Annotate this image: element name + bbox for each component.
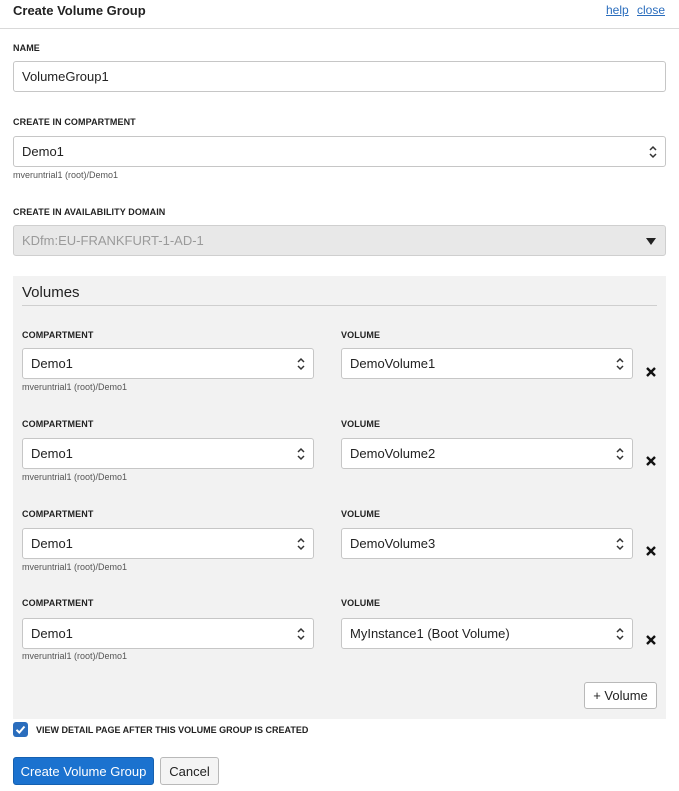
row-compartment-value: Demo1 <box>31 626 73 641</box>
remove-volume-icon[interactable] <box>645 366 657 378</box>
remove-volume-icon[interactable] <box>645 634 657 646</box>
row-compartment-value: Demo1 <box>31 356 73 371</box>
volumes-panel <box>13 276 666 719</box>
row-compartment-select[interactable] <box>22 438 314 469</box>
compartment-select[interactable] <box>13 136 666 167</box>
row-volume-value: DemoVolume3 <box>350 536 436 551</box>
chevron-up-down-icon <box>296 536 306 552</box>
row-compartment-path: mveruntrial1 (root)/Demo1 <box>22 651 128 661</box>
availability-domain-value: KDfm:EU-FRANKFURT-1-AD-1 <box>22 233 204 248</box>
remove-volume-icon[interactable] <box>645 455 657 467</box>
view-detail-label: VIEW DETAIL PAGE AFTER THIS VOLUME GROUP IS CREATED <box>36 725 309 735</box>
availability-domain-select <box>13 225 666 256</box>
chevron-up-down-icon <box>615 356 625 372</box>
row-volume-label: VOLUME <box>341 598 381 608</box>
dialog-title: Create Volume Group <box>13 3 146 18</box>
row-compartment-value: Demo1 <box>31 536 73 551</box>
row-compartment-select[interactable] <box>22 528 314 559</box>
view-detail-checkbox[interactable] <box>13 722 28 737</box>
compartment-label: CREATE IN COMPARTMENT <box>13 117 136 127</box>
row-compartment-path: mveruntrial1 (root)/Demo1 <box>22 382 128 392</box>
row-volume-select[interactable] <box>341 528 633 559</box>
chevron-up-down-icon <box>296 356 306 372</box>
row-volume-label: VOLUME <box>341 330 381 340</box>
volumes-title: Volumes <box>22 284 80 301</box>
chevron-up-down-icon <box>296 446 306 462</box>
row-compartment-label: COMPARTMENT <box>22 509 94 519</box>
row-compartment-label: COMPARTMENT <box>22 598 94 608</box>
compartment-path: mveruntrial1 (root)/Demo1 <box>13 170 119 180</box>
chevron-up-down-icon <box>615 626 625 642</box>
add-volume-button[interactable]: + Volume <box>584 682 657 709</box>
volumes-divider <box>22 305 657 306</box>
row-compartment-label: COMPARTMENT <box>22 330 94 340</box>
chevron-up-down-icon <box>615 446 625 462</box>
row-volume-select[interactable] <box>341 438 633 469</box>
dialog-header <box>0 0 679 29</box>
remove-volume-icon[interactable] <box>645 545 657 557</box>
checkmark-icon <box>13 722 28 737</box>
row-volume-select[interactable] <box>341 348 633 379</box>
close-link[interactable]: close <box>637 3 666 17</box>
row-compartment-path: mveruntrial1 (root)/Demo1 <box>22 472 128 482</box>
row-volume-select[interactable] <box>341 618 633 649</box>
row-volume-value: DemoVolume2 <box>350 446 436 461</box>
row-volume-label: VOLUME <box>341 509 381 519</box>
create-volume-group-button[interactable]: Create Volume Group <box>13 757 154 785</box>
name-input-value: VolumeGroup1 <box>22 69 109 84</box>
chevron-up-down-icon <box>615 536 625 552</box>
row-volume-label: VOLUME <box>341 419 381 429</box>
cancel-button[interactable]: Cancel <box>160 757 219 785</box>
availability-domain-label: CREATE IN AVAILABILITY DOMAIN <box>13 207 166 217</box>
row-volume-value: DemoVolume1 <box>350 356 436 371</box>
compartment-select-value: Demo1 <box>22 144 64 159</box>
chevron-up-down-icon <box>648 144 658 160</box>
row-compartment-select[interactable] <box>22 618 314 649</box>
row-compartment-path: mveruntrial1 (root)/Demo1 <box>22 562 128 572</box>
caret-down-icon <box>646 238 656 245</box>
name-label: NAME <box>13 43 40 53</box>
name-input[interactable] <box>13 61 666 92</box>
help-link[interactable]: help <box>606 3 629 17</box>
row-compartment-select[interactable] <box>22 348 314 379</box>
chevron-up-down-icon <box>296 626 306 642</box>
row-volume-value: MyInstance1 (Boot Volume) <box>350 626 510 641</box>
row-compartment-value: Demo1 <box>31 446 73 461</box>
row-compartment-label: COMPARTMENT <box>22 419 94 429</box>
